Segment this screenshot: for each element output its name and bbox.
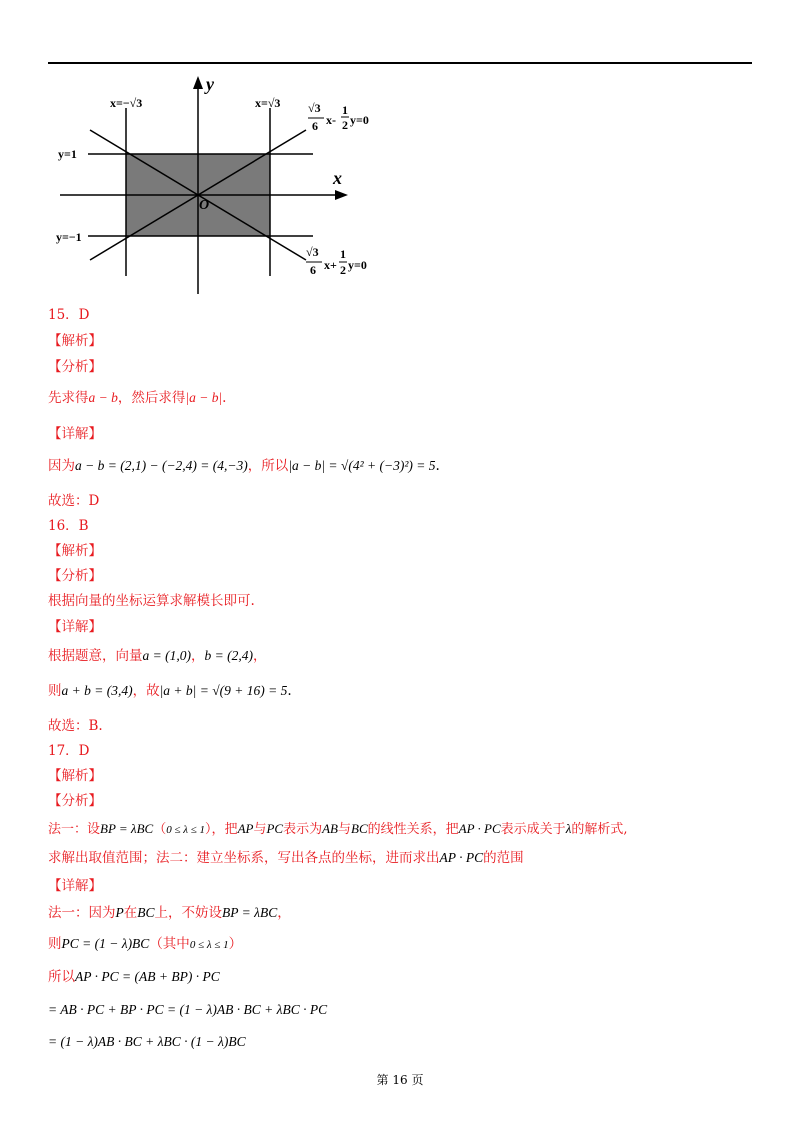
q15-fenxi-text: 先求得a − b，然后求得|a − b|. <box>48 390 227 406</box>
q17-fenxi-line-1: 法一：设BP = λBC（0 ≤ λ ≤ 1），把AP与PC表示为AB与BC的线性关系，把AP · PC表示成关于λ的解析式, <box>48 821 628 837</box>
label-y-pos: y=1 <box>58 147 77 161</box>
svg-text:√3: √3 <box>306 245 319 259</box>
q16-fenxi: 【分析】 <box>48 568 102 584</box>
q17-fenxi-line-2: 求解出取值范围；法二：建立坐标系，写出各点的坐标，进而求出AP · PC的范围 <box>48 850 524 866</box>
q16-jiexi: 【解析】 <box>48 543 102 559</box>
q17-xiangjie: 【详解】 <box>48 878 102 894</box>
svg-text:√3: √3 <box>308 101 321 115</box>
label-line-1 <box>308 101 369 133</box>
svg-text:6: 6 <box>310 263 316 277</box>
q16-fenxi-text: 根据向量的坐标运算求解模长即可. <box>48 593 255 609</box>
y-axis-arrow <box>193 76 203 89</box>
q15-jiexi: 【解析】 <box>48 333 102 349</box>
q16-xiangjie: 【详解】 <box>48 619 102 635</box>
label-y-neg: y=−1 <box>56 230 82 244</box>
svg-text:x-: x- <box>326 113 336 127</box>
q17-jiexi: 【解析】 <box>48 768 102 784</box>
q15-detail: 因为a − b = (2,1) − (−2,4) = (4,−3)，所以|a − b| = √(4² + (−3)²) = 5. <box>48 458 440 474</box>
q16-answer: 故选：B. <box>48 718 103 734</box>
q17-detail-2: 则PC = (1 − λ)BC（其中0 ≤ λ ≤ 1） <box>48 936 243 952</box>
page-footer: 第 16 页 <box>376 1073 424 1087</box>
q16-detail-2: 则a + b = (3,4)，故|a + b| = √(9 + 16) = 5. <box>48 683 292 699</box>
svg-text:1: 1 <box>340 247 346 261</box>
svg-text:2: 2 <box>342 118 348 132</box>
q17-detail-1: 法一：因为P在BC上，不妨设BP = λBC， <box>48 905 291 921</box>
label-x-pos: x=√3 <box>255 96 281 110</box>
origin-label: O <box>199 198 210 213</box>
svg-text:y=0: y=0 <box>348 258 367 272</box>
q17-number: 17．D <box>48 743 90 759</box>
svg-text:x+: x+ <box>324 258 337 272</box>
svg-text:1: 1 <box>342 103 348 117</box>
x-axis-label: x <box>333 168 342 188</box>
q15-number: 15．D <box>48 307 90 323</box>
svg-text:2: 2 <box>340 263 346 277</box>
svg-text:6: 6 <box>312 119 318 133</box>
label-x-neg: x=−√3 <box>110 96 143 110</box>
q17-detail-5: = (1 − λ)AB · BC + λBC · (1 − λ)BC <box>48 1034 246 1049</box>
q15-xiangjie: 【详解】 <box>48 426 102 442</box>
label-line-2 <box>306 245 367 277</box>
q15-fenxi: 【分析】 <box>48 359 102 375</box>
q15-answer: 故选：D <box>48 493 100 509</box>
x-axis-arrow <box>335 190 348 200</box>
y-axis-label: y <box>206 74 214 94</box>
q17-fenxi: 【分析】 <box>48 793 102 809</box>
q16-detail-1: 根据题意，向量a = (1,0)，b = (2,4)， <box>48 648 267 664</box>
q16-number: 16．B <box>48 518 89 534</box>
q17-detail-4: = AB · PC + BP · PC = (1 − λ)AB · BC + λBC · PC <box>48 1002 328 1017</box>
q17-detail-3: 所以AP · PC = (AB + BP) · PC <box>48 969 220 985</box>
header-rule <box>48 62 752 64</box>
svg-text:y=0: y=0 <box>350 113 369 127</box>
feasible-region-figure <box>48 66 388 298</box>
